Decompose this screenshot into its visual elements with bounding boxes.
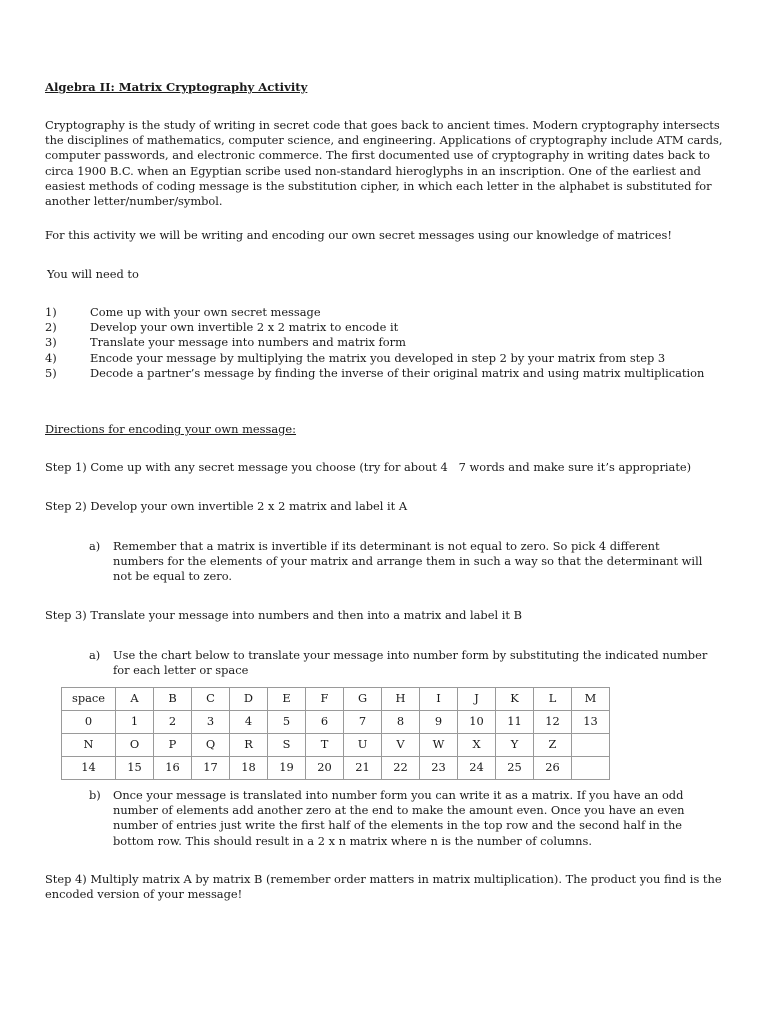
table-cell: G	[344, 688, 382, 711]
table-cell: U	[344, 734, 382, 757]
list-number: 1)	[45, 305, 57, 319]
page-title: Algebra II: Matrix Cryptography Activity	[45, 80, 308, 94]
list-text: Develop your own invertible 2 x 2 matrix to encode it	[90, 320, 399, 335]
table-cell: X	[458, 734, 496, 757]
list-item	[45, 366, 735, 381]
table-cell: 7	[344, 711, 382, 734]
cipher-table	[61, 687, 610, 780]
list-item	[45, 351, 735, 366]
intro-paragraph: Cryptography is the study of writing in secret code that goes back to ancient times. Modern cryptography intersects the disciplines of mathematics, computer science, and engineering. Applications of cryptography include ATM cards, computer passwords, and electronic commerce. The first documented use of cryptography in writing dates back to circa 1900 B.C. when an Egyptian scribe used non-standard hieroglyphs in an inscription. One of the earliest and easiest methods of coding message is the substitution cipher, in which each letter in the alphabet is substituted for another letter/number/symbol.	[45, 118, 723, 209]
table-cell: 2	[154, 711, 192, 734]
step-4: Step 4) Multiply matrix A by matrix B (remember order matters in matrix multiplication). The product you find is the encoded version of your message!	[45, 872, 722, 902]
substep-text: Once your message is translated into number form you can write it as a matrix. If you have an odd number of elements add another zero at the end to make the amount even. Once you have an even number of entries just write the first half of the elements in the top row and the second half in the bottom row. This should result in a 2 x n matrix where n is the number of columns.	[113, 788, 685, 848]
table-cell: Y	[496, 734, 534, 757]
table-cell: I	[420, 688, 458, 711]
table-cell: 19	[268, 757, 306, 780]
step-2: Step 2) Develop your own invertible 2 x 2 matrix and label it A	[45, 499, 408, 513]
activity-paragraph: For this activity we will be writing and encoding our own secret messages using our knowledge of matrices!	[45, 228, 672, 242]
table-cell: A	[116, 688, 154, 711]
table-cell: 26	[534, 757, 572, 780]
table-cell: N	[62, 734, 116, 757]
list-number: 4)	[45, 350, 57, 365]
substep-label: a)	[89, 648, 101, 662]
substep-label: a)	[89, 539, 101, 553]
list-text: Encode your message by multiplying the matrix you developed in step 2 by your matrix from step 3	[90, 350, 666, 365]
substep-text: Use the chart below to translate your message into number form by substituting the indicated number for each letter or space	[113, 648, 708, 678]
table-cell: S	[268, 734, 306, 757]
requirements-list	[45, 305, 735, 381]
table-cell	[572, 757, 610, 780]
table-row	[62, 711, 610, 734]
table-cell: 4	[230, 711, 268, 734]
table-cell: 16	[154, 757, 192, 780]
table-cell: 3	[192, 711, 230, 734]
table-cell: E	[268, 688, 306, 711]
table-cell: 21	[344, 757, 382, 780]
table-cell: 9	[420, 711, 458, 734]
table-cell: 22	[382, 757, 420, 780]
table-cell: 15	[116, 757, 154, 780]
table-cell: 17	[192, 757, 230, 780]
table-cell: H	[382, 688, 420, 711]
table-cell: T	[306, 734, 344, 757]
table-cell: 11	[496, 711, 534, 734]
step-1: Step 1) Come up with any secret message you choose (try for about 4 7 words and make sure it’s appropriate)	[45, 460, 692, 474]
table-cell: K	[496, 688, 534, 711]
need-label: You will need to	[47, 267, 139, 281]
table-cell: O	[116, 734, 154, 757]
table-cell: 20	[306, 757, 344, 780]
table-cell: V	[382, 734, 420, 757]
table-cell: J	[458, 688, 496, 711]
table-cell: 14	[62, 757, 116, 780]
list-number: 3)	[45, 335, 57, 350]
table-cell: 18	[230, 757, 268, 780]
substep-text: Remember that a matrix is invertible if its determinant is not equal to zero. So pick 4 different numbers for the elements of your matrix and arrange them in such a way so that the determinant will not be equal to zero.	[113, 539, 703, 584]
table-cell: F	[306, 688, 344, 711]
list-item	[45, 305, 735, 320]
table-cell: 24	[458, 757, 496, 780]
directions-heading: Directions for encoding your own message:	[45, 422, 297, 436]
list-number: 2)	[45, 320, 57, 335]
table-cell: 23	[420, 757, 458, 780]
table-cell: D	[230, 688, 268, 711]
list-item	[45, 335, 735, 350]
table-cell	[572, 734, 610, 757]
table-cell: 25	[496, 757, 534, 780]
table-cell: L	[534, 688, 572, 711]
list-item	[45, 320, 735, 335]
table-cell: 6	[306, 711, 344, 734]
table-row	[62, 734, 610, 757]
table-cell: 12	[534, 711, 572, 734]
table-row	[62, 757, 610, 780]
table-cell: 1	[116, 711, 154, 734]
table-cell: space	[62, 688, 116, 711]
table-row	[62, 688, 610, 711]
list-text: Decode a partner’s message by finding the inverse of their original matrix and using matrix multiplication	[90, 365, 705, 380]
table-cell: B	[154, 688, 192, 711]
list-number: 5)	[45, 365, 57, 380]
list-text: Come up with your own secret message	[90, 305, 321, 319]
table-cell: Q	[192, 734, 230, 757]
substep-label: b)	[89, 788, 101, 802]
table-cell: P	[154, 734, 192, 757]
table-cell: R	[230, 734, 268, 757]
list-text: Translate your message into numbers and matrix form	[90, 335, 406, 350]
table-cell: Z	[534, 734, 572, 757]
step-3: Step 3) Translate your message into numbers and then into a matrix and label it B	[45, 608, 522, 622]
table-cell: 8	[382, 711, 420, 734]
table-cell: W	[420, 734, 458, 757]
table-cell: C	[192, 688, 230, 711]
table-cell: 13	[572, 711, 610, 734]
table-cell: 5	[268, 711, 306, 734]
table-cell: 10	[458, 711, 496, 734]
table-cell: 0	[62, 711, 116, 734]
table-cell: M	[572, 688, 610, 711]
